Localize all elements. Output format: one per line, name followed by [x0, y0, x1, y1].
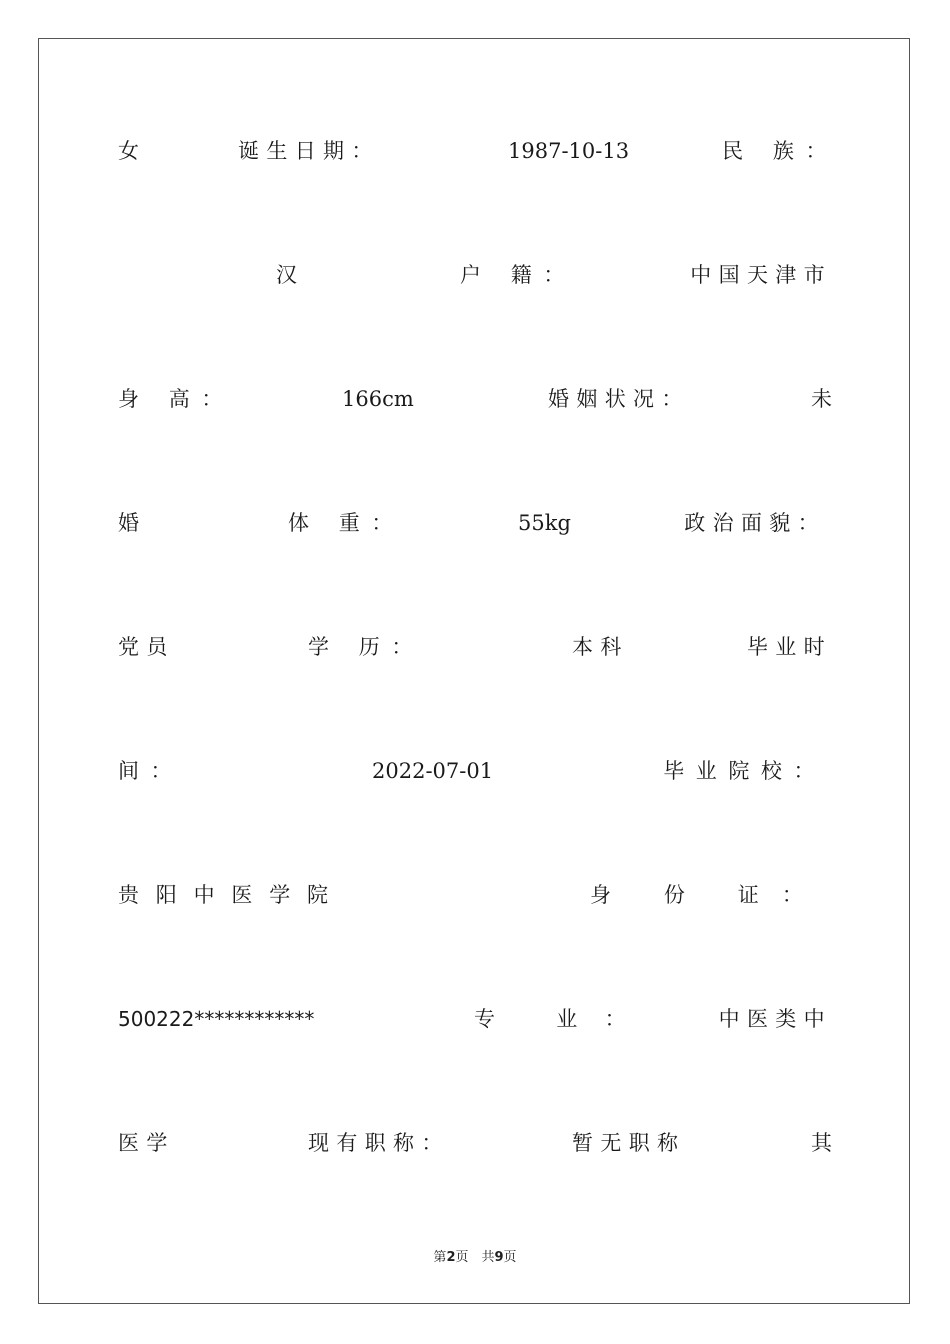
- marital-status-label: 婚姻状况：: [548, 387, 690, 411]
- line-6: [118, 756, 832, 786]
- school-value: 贵阳中医学院: [118, 883, 345, 907]
- education-value: 本科: [572, 635, 629, 659]
- line-4: [118, 508, 832, 538]
- height-label: 身 高：: [118, 387, 234, 411]
- page-frame: [38, 38, 910, 1304]
- household-label: 户 籍：: [460, 263, 576, 287]
- weight-label: 体 重：: [288, 511, 404, 535]
- education-label: 学 历：: [308, 635, 424, 659]
- marital-status-value-part1: 未: [811, 387, 832, 411]
- footer-prefix: 第: [433, 1250, 447, 1265]
- id-card-label: 身 份 证：: [590, 883, 826, 907]
- major-value-part2: 医学: [118, 1131, 175, 1155]
- line-1: [118, 136, 838, 166]
- political-status-label: 政治面貌：: [684, 511, 826, 535]
- footer-suffix: 页: [503, 1250, 517, 1265]
- gender-value: 女: [118, 139, 139, 163]
- line-8: [118, 1004, 832, 1034]
- school-label: 毕业院校：: [663, 759, 826, 783]
- line-3: [118, 384, 832, 414]
- marital-status-value-part2: 婚: [118, 511, 139, 535]
- line-9: [118, 1128, 832, 1158]
- weight-value: 55kg: [518, 511, 571, 535]
- other-label-part1: 其: [811, 1131, 832, 1155]
- page-footer: [0, 1246, 950, 1265]
- line-7: [118, 880, 832, 910]
- graduation-time-label-part2: 间：: [118, 759, 184, 783]
- graduation-time-value: 2022-07-01: [372, 759, 494, 783]
- ethnicity-label: 民 族：: [722, 139, 838, 163]
- political-status-value: 党员: [118, 635, 175, 659]
- birth-date-label: 诞生日期：: [238, 139, 380, 163]
- title-value: 暂无职称: [572, 1131, 686, 1155]
- id-card-value: 500222************: [118, 1007, 315, 1031]
- household-value: 中国天津市: [690, 263, 832, 287]
- height-value: 166cm: [342, 387, 414, 411]
- line-2: [118, 260, 832, 290]
- footer-total-pages: 9: [494, 1250, 504, 1265]
- graduation-time-label-part1: 毕业时: [746, 635, 832, 659]
- title-label: 现有职称：: [308, 1131, 450, 1155]
- birth-date-value: 1987-10-13: [508, 139, 630, 163]
- major-value-part1: 中医类中: [718, 1007, 832, 1031]
- line-5: [118, 632, 832, 662]
- major-label: 专 业：: [474, 1007, 653, 1031]
- footer-middle: 页 共: [455, 1250, 495, 1265]
- footer-page-number: 2: [446, 1250, 456, 1265]
- ethnicity-value: 汉: [276, 263, 297, 287]
